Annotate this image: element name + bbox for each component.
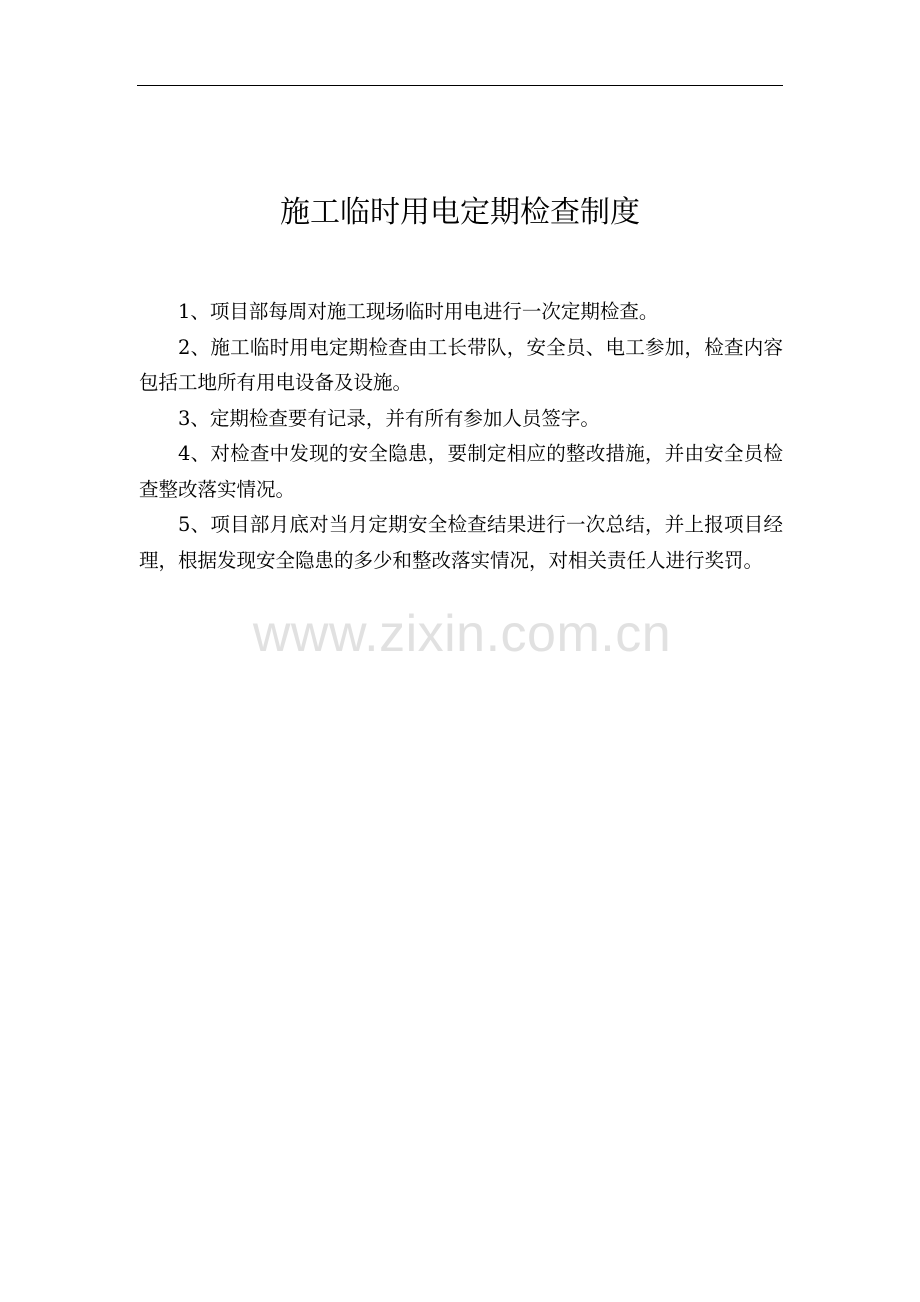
paragraph-1: 1、项目部每周对施工现场临时用电进行一次定期检查。 — [178, 300, 659, 323]
paragraph-3: 3、定期检查要有记录，并有所有参加人员签字。 — [178, 406, 600, 430]
watermark: www.zixin.com.cn — [252, 605, 672, 663]
document-body — [139, 294, 783, 578]
document-title: 施工临时用电定期检查制度 — [280, 195, 640, 231]
header-rule — [137, 85, 783, 86]
paragraph-5: 5、项目部月底对当月定期安全检查结果进行一次总结，并上报项目经理，根据发现安全隐患的多少和整改落实情况，对相关责任人进行奖罚。 — [139, 513, 783, 572]
paragraph-4: 4、对检查中发现的安全隐患，要制定相应的整改措施，并由安全员检查整改落实情况。 — [139, 442, 783, 501]
paragraph-2: 2、施工临时用电定期检查由工长带队，安全员、电工参加，检查内容包括工地所有用电设备及设施。 — [139, 335, 783, 394]
